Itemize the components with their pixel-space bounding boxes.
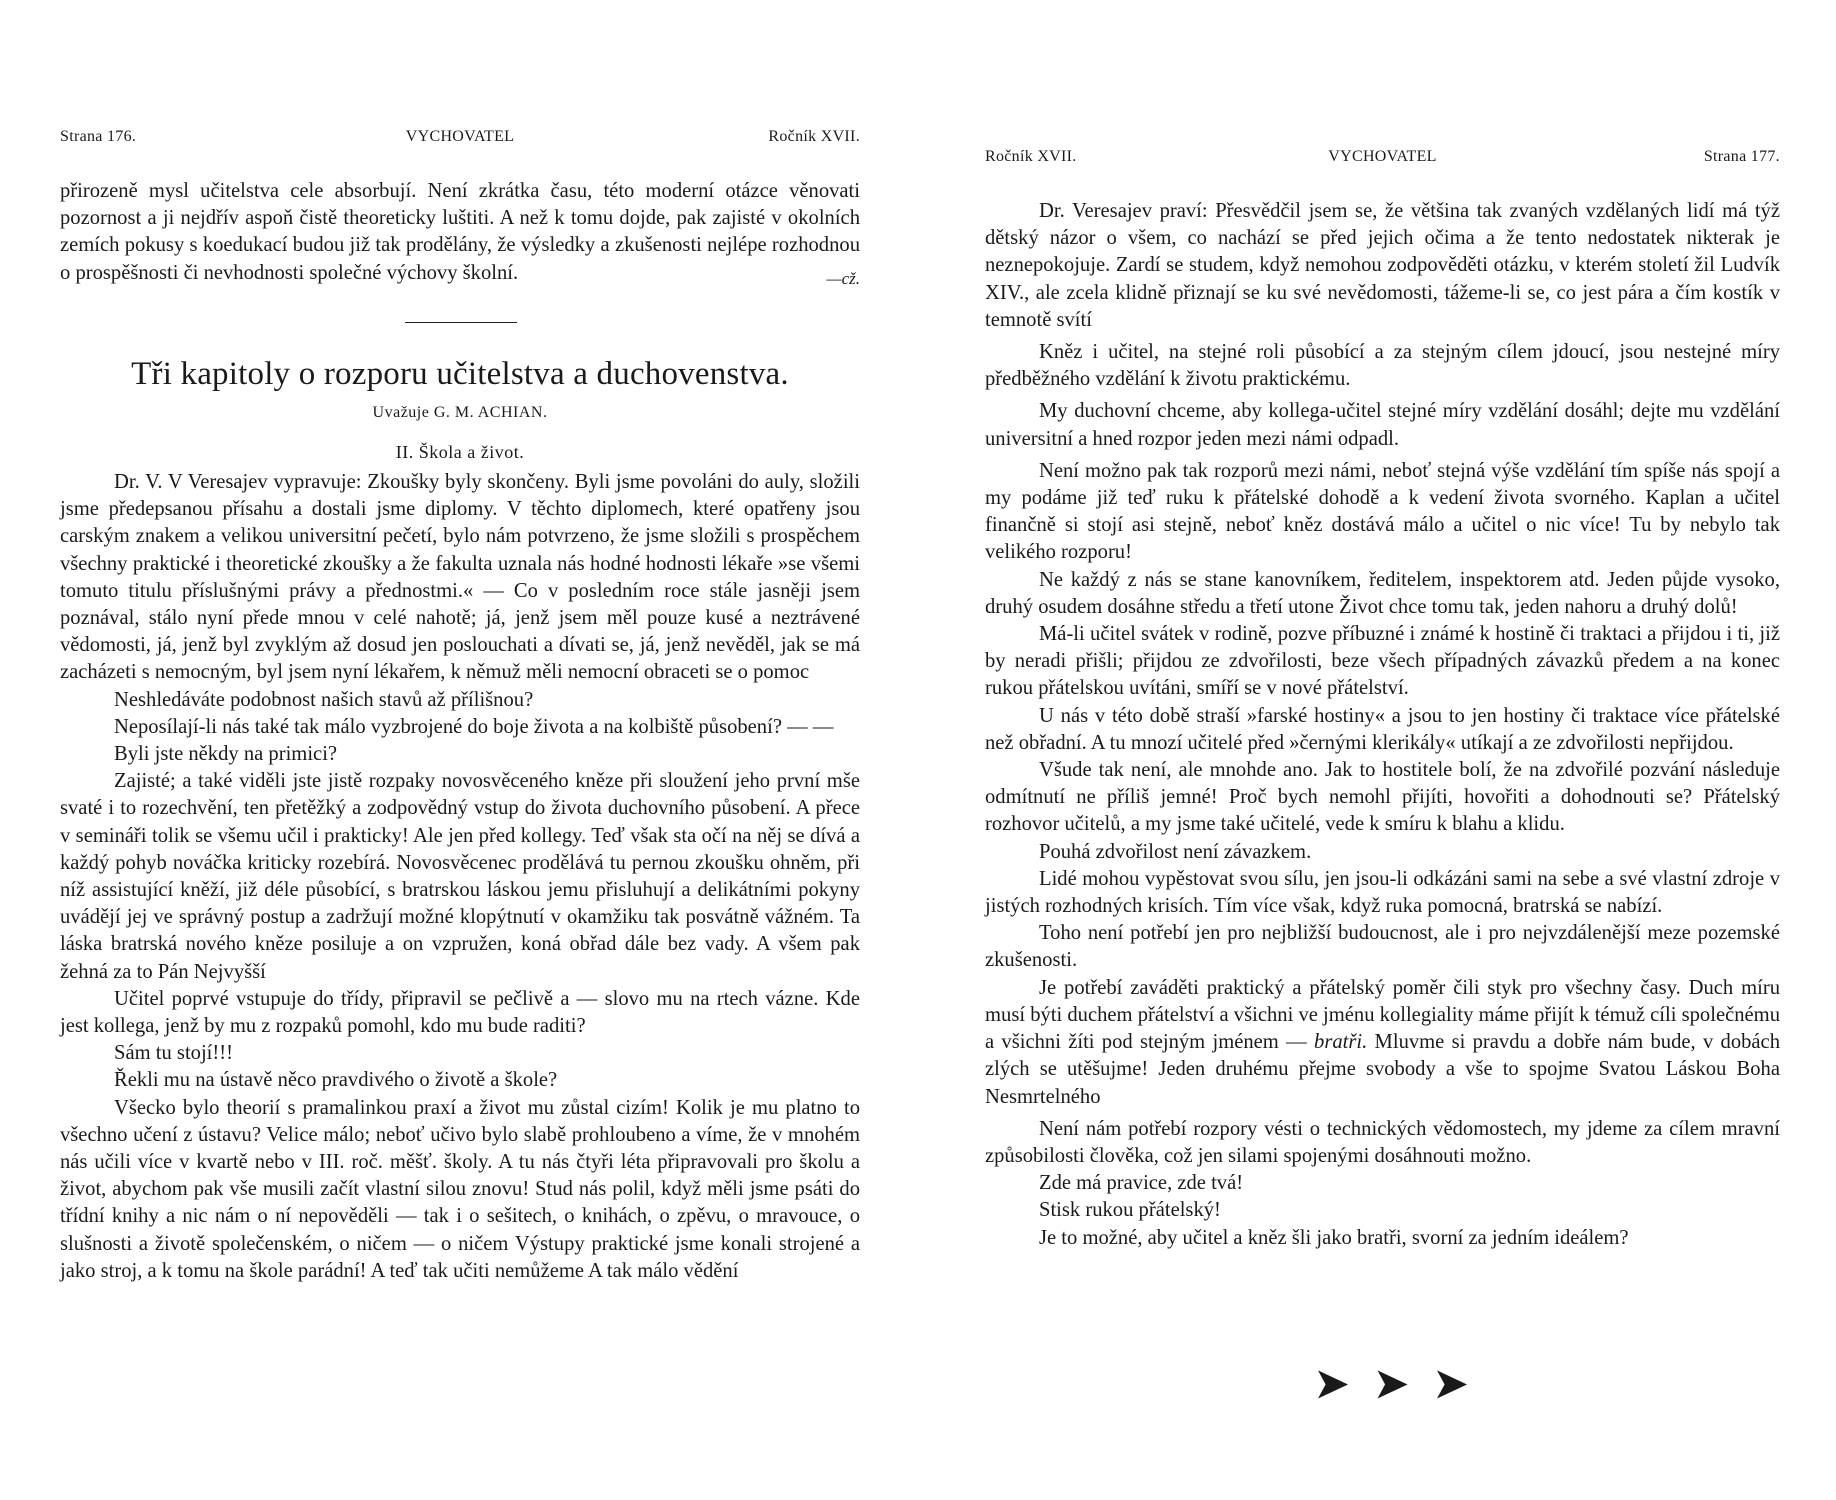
- paragraph: Stisk rukou přátelský!: [1039, 1199, 1221, 1222]
- paragraph: Dr. V. V Veresajev vypravuje: Zkoušky byly skončeny. Byli jsme povoláni do auly, složili jsme předepsanou přísahu a dostali jsme diplomy. V těchto diplomech, které opatřeny jsou carským znakem a velikou universitní pečetí, bylo nám potvrzeno, že jsme složili s prospěchem všechny praktické i theoretické zkoušky a že fakulta uznala nás hodné hodnosti lékaře »se všemi tomuto titulu příslušnými právy a přednostmi.« — Co v posledním roce stále jasněji jsem poznával, stálo nyní přede mnou v celé nahotě; já, jenž jsem měl pouze kusé a neztrávené vědomosti, já, jenž byl zvyklým až dosud jen poslouchati a dívati se, já, jenž nevěděl, jak se má zacházeti s nemocným, byl jsem nyní lékařem, k němuž měli nemocní obraceti se o pomoc: [60, 471, 860, 684]
- left-page-header: [60, 128, 860, 152]
- paragraph: Ne každý z nás se stane kanovníkem, ředitelem, inspektorem atd. Jeden půjde vysoko, druhý osudem dosáhne středu a třetí utone Život chce tomu tak, jeden nahoru a druhý dolů!: [985, 568, 1780, 618]
- article-body-left: [60, 469, 860, 1285]
- paragraph-text: Je potřebí zaváděti praktický a přátelský poměr čili styk pro všechny časy. Duch míru musí býti duchem přátelství a všichni ve jménu kollegiality máme přijít k témuž cíli společnému a všichni žíti pod stejným jménem —: [985, 976, 1780, 1054]
- paragraph: Není nám potřebí rozpory vésti o technických vědomostech, my jdeme za cílem mravní způsobilosti člověka, což jen silami spojenými dosáhnouti možno.: [985, 1117, 1780, 1167]
- paragraph: Všude tak není, ale mnohde ano. Jak to hostitele bolí, že na zdvořilé pozvání následuje odmítnutí ne příliš jemné! Proč bych nemohl přijíti, hovořiti a dohodnouti se? Přátelský rozhovor učitelů, a my jsme také učitelé, vede k smíru k blahu a klidu.: [985, 759, 1780, 836]
- page-number: Strana 176.: [60, 128, 137, 145]
- paragraph: Lidé mohou vypěstovat svou sílu, jen jsou-li odkázáni sami na sebe a své vlastní zdroje v jistých rozhodných krisích. Tím více však, když ruka pomocná, bratrská se nabízí.: [985, 867, 1780, 918]
- paragraph: Neposílají-li nás také tak málo vyzbrojené do boje života a na kolbiště působení? — —: [114, 715, 834, 738]
- paragraph: Kněz i učitel, na stejné roli působící a za stejným cílem jdoucí, jsou nestejné míry předběžného vzdělání k životu praktickému.: [985, 341, 1780, 391]
- paragraph: Řekli mu na ústavě něco pravdivého o životě a škole?: [114, 1069, 558, 1092]
- paragraph-text: Mluvme si pravdu a dobře nám bude, v dobách zlých se utěšujme! Jeden druhému přejme svobody a vše to spojme Svatou Láskou Boha Nesmrtelného: [985, 1031, 1780, 1108]
- paragraph: Má-li učitel svátek v rodině, pozve příbuzné i známé k hostině či traktaci a přijdou i ti, již by neradi přišli; přijdou ze zdvořilosti, beze všech případných závazků předem a na konec rukou přátelskou uvítáni, smíří se v nové přátelství.: [985, 623, 1780, 700]
- intro-paragraph: přirozeně mysl učitelstva cele absorbují. Není zkrátka času, této moderní otázce věnovati pozornost a ji nejdřív aspoň čistě theoreticky luštiti. A než k tomu dojde, pak zajisté v okolních zemích pokusy s koedukací budou již tak prodělány, že výsledky a zkušenosti nejlépe rozhodnou o prospěšnosti či nevhodnosti společné výchovy školní.: [60, 180, 860, 284]
- paragraph: Všecko bylo theorií s pramalinkou praxí a život mu zůstal cizím! Kolik je mu platno to všechno učení z ústavu? Velice málo; neboť učivo bylo slabě prohloubeno a víme, že v mnohém nás učili více v kvartě nebo v III. roč. měšť. školy. A tu nás čtyři léta připravovali pro školu a život, abychom pak vše musili začít vlastní silou znovu! Stud nás polil, když měli jsme psáti do třídní knihy a nic nám o ní nepověděli — tak i o sešitech, o knihách, o zpěvu, o mravouce, o slušnosti a životě společenském, o ničem — o ničem Výstupy praktické jsme konali strojené a jako stroj, a k tomu na škole parádní! A teď tak učiti nemůžeme A tak málo vědění: [60, 1096, 860, 1282]
- paragraph: Byli jste někdy na primici?: [114, 743, 338, 766]
- page-number: Strana 177.: [1703, 148, 1780, 165]
- paragraph: Neshledáváte podobnost našich stavů až přílišnou?: [114, 688, 534, 711]
- paragraph: Sám tu stojí!!!: [114, 1042, 233, 1065]
- paragraph: Pouhá zdvořilost není závazkem.: [1039, 840, 1312, 863]
- paragraph: [985, 975, 1780, 1111]
- article-author: Uvažuje G. M. ACHIAN.: [372, 404, 548, 421]
- paragraph: Toho není potřebí jen pro nejbližší budoucnost, ale i pro nejvzdálenější meze pozemské zkušenosti.: [985, 922, 1780, 972]
- volume-label: Ročník XVII.: [985, 148, 1077, 165]
- intro-signature: —cž.: [826, 268, 860, 288]
- journal-name: VYCHOVATEL: [1328, 148, 1437, 165]
- article-body-right: [985, 198, 1780, 1252]
- paragraph: Učitel poprvé vstupuje do třídy, připravil se pečlivě a — slovo mu na rtech vázne. Kde jest kollega, jenž by mu z rozpaků pomohl, kdo mu bude raditi?: [60, 987, 860, 1038]
- section-divider: [405, 322, 517, 323]
- paragraph: Není možno pak tak rozporů mezi námi, neboť stejná výše vzdělání tím spíše nás spojí a my podáme již teď ruku k přátelské dohodě a k vedení života svorného. Kaplan a učitel finančně si stojí asi stejně, neboť kněz dostává málo a učitel o nic více! Tu by nebylo tak velikého rozporu!: [985, 459, 1780, 564]
- paragraph: U nás v této době straší »farské hostiny« a jsou to jen hostiny či traktace více přátelské než obřadní. A tu mnozí učitelé před »černými klerikály« utíkají a ze zdvořilosti nepřijdou.: [985, 704, 1780, 754]
- volume-label: Ročník XVII.: [768, 128, 860, 145]
- paragraph: My duchovní chceme, aby kollega-učitel stejné míry vzdělání dosáhl; dejte mu vzdělání universitní a hned rozpor jeden mezi námi odpadl.: [985, 400, 1780, 450]
- end-ornament: ➤➤➤: [1315, 1361, 1494, 1406]
- section-title: II. Škola a život.: [395, 442, 525, 462]
- journal-name: VYCHOVATEL: [405, 128, 515, 145]
- article-title: Tři kapitoly o rozporu učitelstva a duchovenstva.: [131, 356, 789, 392]
- right-page-header: [985, 148, 1780, 172]
- paragraph: Je to možné, aby učitel a kněz šli jako bratři, svorní za jedním ideálem?: [1039, 1226, 1629, 1249]
- paragraph: Zajisté; a také viděli jste jistě rozpaky novosvěceného kněze při sloužení jeho první mše svaté i to rozechvění, ten přetěžký a zodpovědný vstup do života duchovního působení. A přece v semináři tolik se všemu učil i prakticky! Ale jen před kollegy. Teď však sta očí na něj se dívá a každý pohyb nováčka kriticky rozebírá. Novosvěcenec prodělává tu pernou zkoušku ohněm, při níž assistující kněží, již déle působící, s bratrskou láskou jemu přisluhují a delikátními pokyny uvádějí jej ve správný postup a zadržují možné klopýtnutí v okamžiku tak posvátně vážném. Ta láska bratrská nového kněze posiluje a on vzpružen, koná obřad dále bez vady. A všem pak žehná za to Pán Nejvyšší: [60, 770, 860, 983]
- paragraph: Dr. Veresajev praví: Přesvědčil jsem se, že většina tak zvaných vzdělaných lidí má týž dětský názor o všem, co nachází se před jejich očima a že tento nedostatek nikterak je neznepokojuje. Zardí se studem, když nemohou zodpověděti otázku, v kterém století žil Ludvík XIV., ale zcela klidně přiznají se ku své nevědomosti, tážeme-li se, co jest pára a čím kostík v temnotě svítí: [985, 200, 1780, 331]
- emphasis-word: bratři.: [1314, 1031, 1368, 1054]
- intro-block: [60, 178, 860, 292]
- paragraph: Zde má pravice, zde tvá!: [1039, 1172, 1244, 1195]
